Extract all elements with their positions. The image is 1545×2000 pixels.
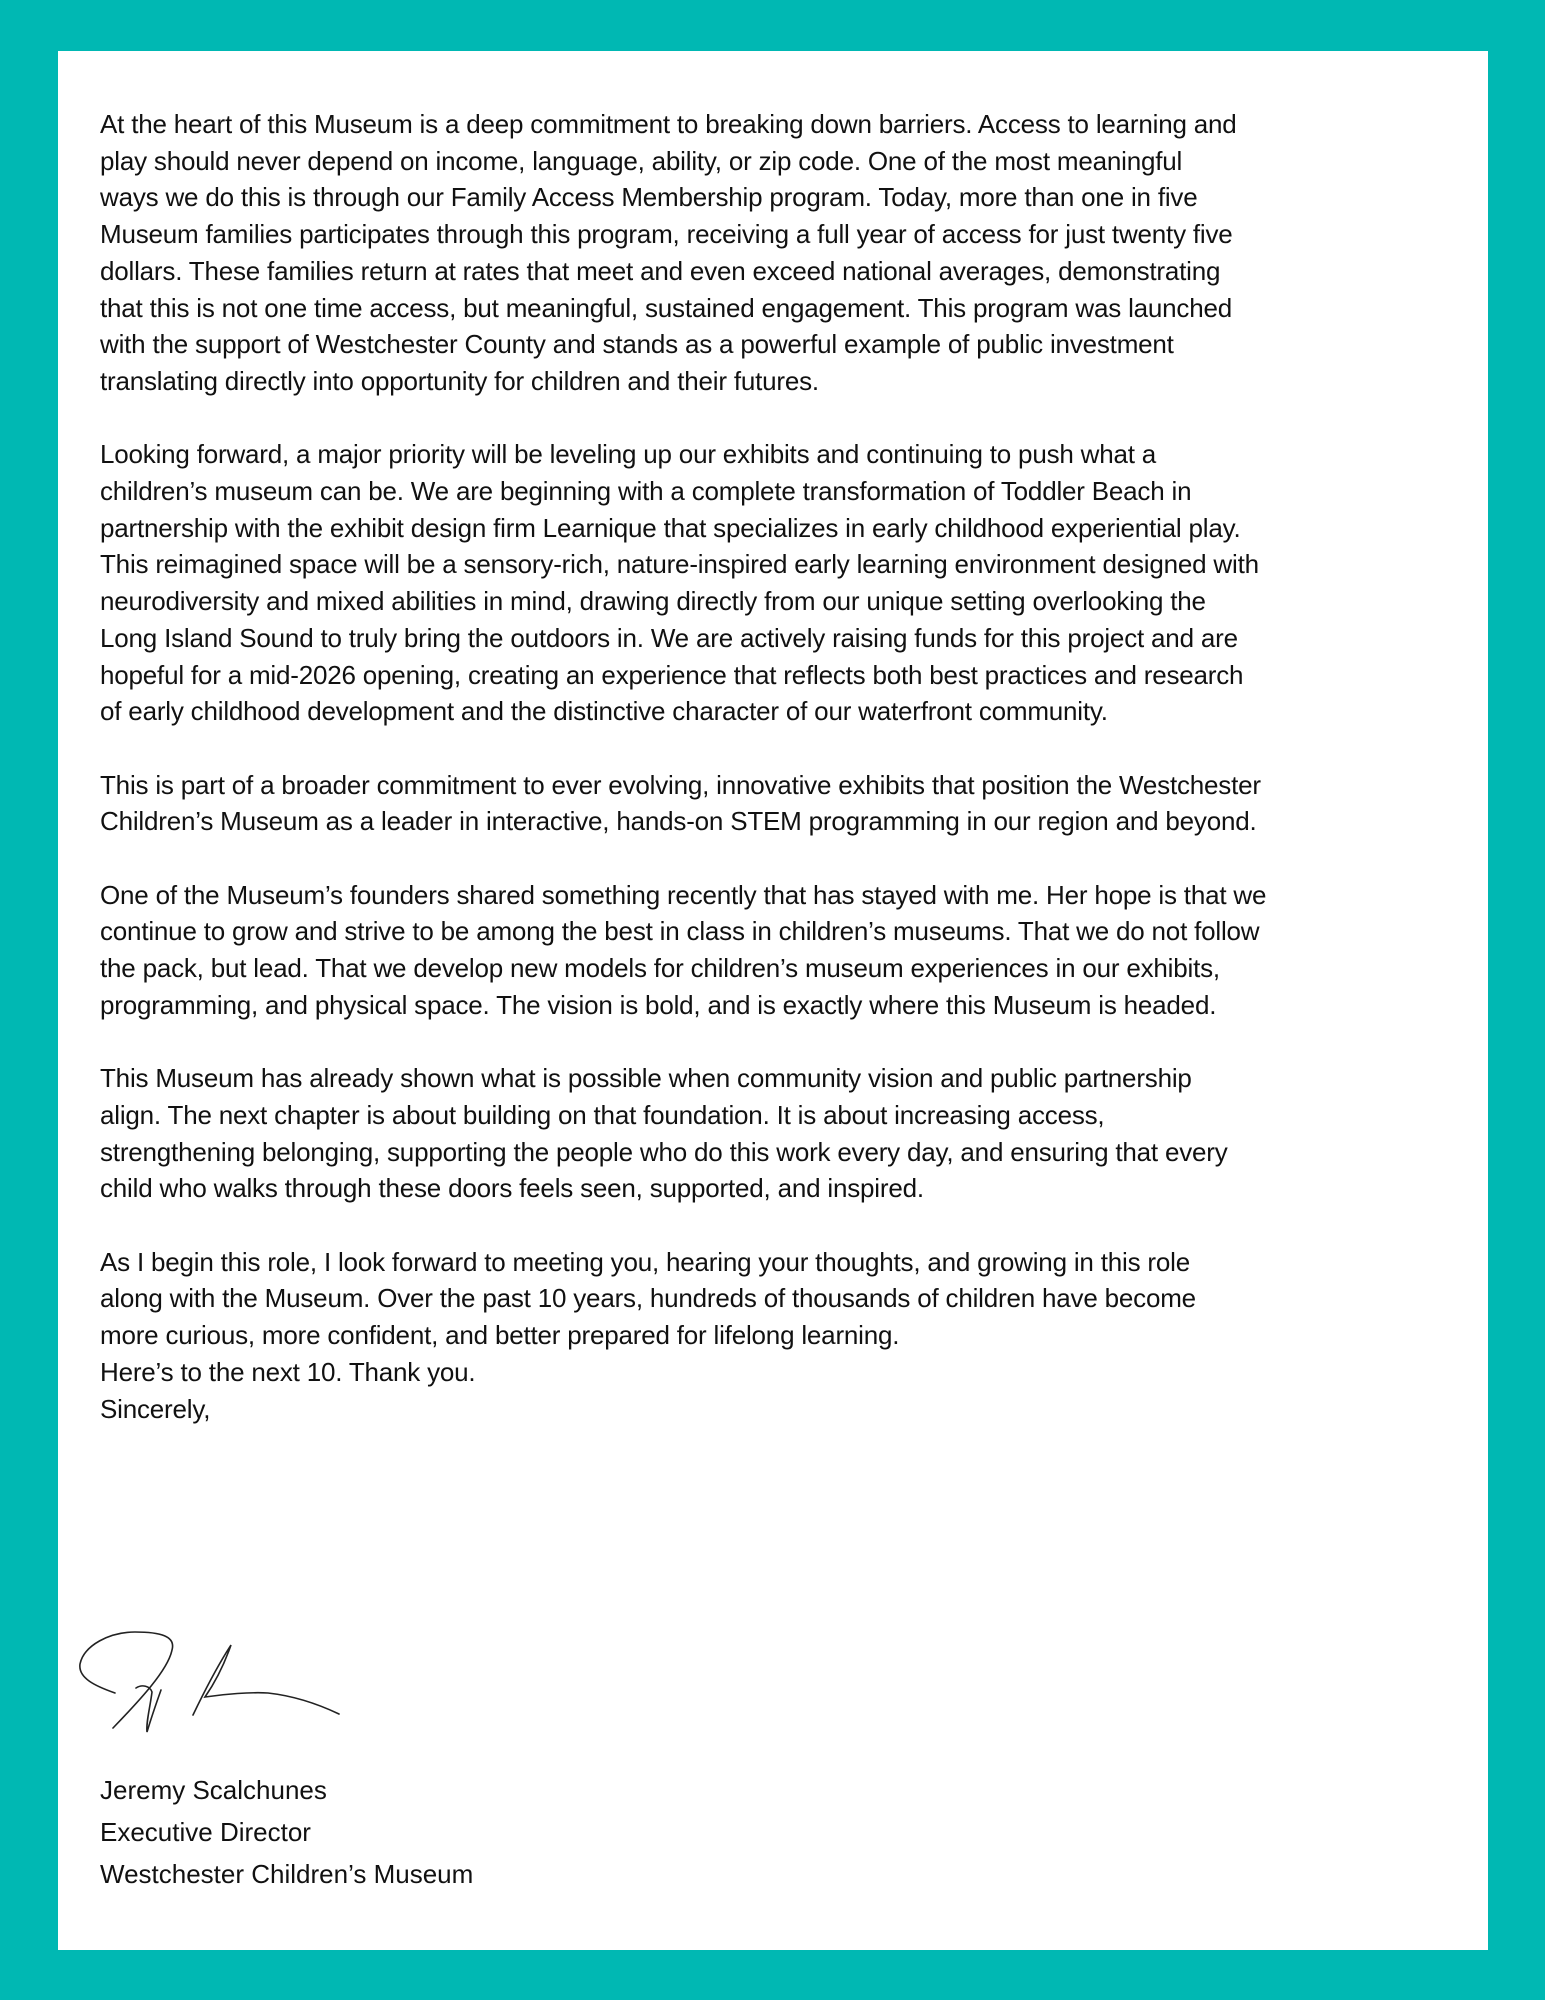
text-line: This Museum has already shown what is possible when community vision and public partnership (100, 1063, 1192, 1094)
text-line: hopeful for a mid-2026 opening, creating an experience that reflects both best practices and research (100, 659, 1244, 690)
text-line: This reimagined space will be a sensory-rich, nature-inspired early learning environment designed with (100, 549, 1259, 580)
text-line: Looking forward, a major priority will be leveling up our exhibits and continuing to push what a (100, 439, 1157, 470)
text-line: align. The next chapter is about building on that foundation. It is about increasing access, (100, 1099, 1105, 1130)
text-line: the pack, but lead. That we develop new models for children’s museum experiences in our exhibits, (100, 953, 1220, 984)
text-line: child who walks through these doors feels seen, supported, and inspired. (100, 1173, 924, 1204)
text-line: of early childhood development and the distinctive character of our waterfront community. (100, 696, 1108, 727)
text-line: Sincerely, (100, 1393, 211, 1424)
text-line: strengthening belonging, supporting the people who do this work every day, and ensuring that every (100, 1136, 1228, 1167)
text-line: dollars. These families return at rates that meet and even exceed national averages, demonstrating (100, 255, 1221, 286)
signature-stroke (80, 1632, 339, 1732)
text-line: neurodiversity and mixed abilities in mind, drawing directly from our unique setting overlooking the (100, 586, 1206, 617)
text-line: Museum families participates through this program, receiving a full year of access for just twenty five (100, 219, 1233, 250)
text-line: One of the Museum’s founders shared something recently that has stayed with me. Her hope is that we (100, 879, 1267, 910)
text-line: more curious, more confident, and better prepared for lifelong learning. (100, 1320, 900, 1351)
text-line: with the support of Westchester County and stands as a powerful example of public investment (100, 329, 1174, 360)
text-line: This is part of a broader commitment to ever evolving, innovative exhibits that position the Westchester (100, 769, 1261, 800)
text-line: Long Island Sound to truly bring the outdoors in. We are actively raising funds for this project and are (100, 622, 1238, 653)
text-line: Children’s Museum as a leader in interactive, hands-on STEM programming in our region and beyond. (100, 806, 1257, 837)
text-line: partnership with the exhibit design firm Learnique that specializes in early childhood experiential play. (100, 512, 1241, 543)
text-line: continue to grow and strive to be among the best in class in children’s museums. That we do not follow (100, 916, 1260, 947)
text-line: As I begin this role, I look forward to meeting you, hearing your thoughts, and growing in this role (100, 1246, 1190, 1277)
text-line: Here’s to the next 10. Thank you. (100, 1356, 476, 1387)
text-line: play should never depend on income, language, ability, or zip code. One of the most meaningful (100, 145, 1183, 176)
signer-organization: Westchester Children’s Museum (100, 1859, 474, 1889)
text-line: ways we do this is through our Family Access Membership program. Today, more than one in five (100, 182, 1198, 213)
signoff-block (100, 1769, 473, 1895)
text-line: along with the Museum. Over the past 10 years, hundreds of thousands of children have become (100, 1283, 1196, 1314)
signer-name: Jeremy Scalchunes (100, 1775, 327, 1805)
text-line: At the heart of this Museum is a deep commitment to breaking down barriers. Access to learning and (100, 109, 1237, 139)
text-line: children’s museum can be. We are beginning with a complete transformation of Toddler Beach in (100, 476, 1192, 507)
text-line: programming, and physical space. The vision is bold, and is exactly where this Museum is headed. (100, 989, 1217, 1020)
text-line: translating directly into opportunity for children and their futures. (100, 365, 819, 396)
text-line: that this is not one time access, but meaningful, sustained engagement. This program was launched (100, 292, 1233, 323)
signer-title: Executive Director (100, 1817, 311, 1847)
